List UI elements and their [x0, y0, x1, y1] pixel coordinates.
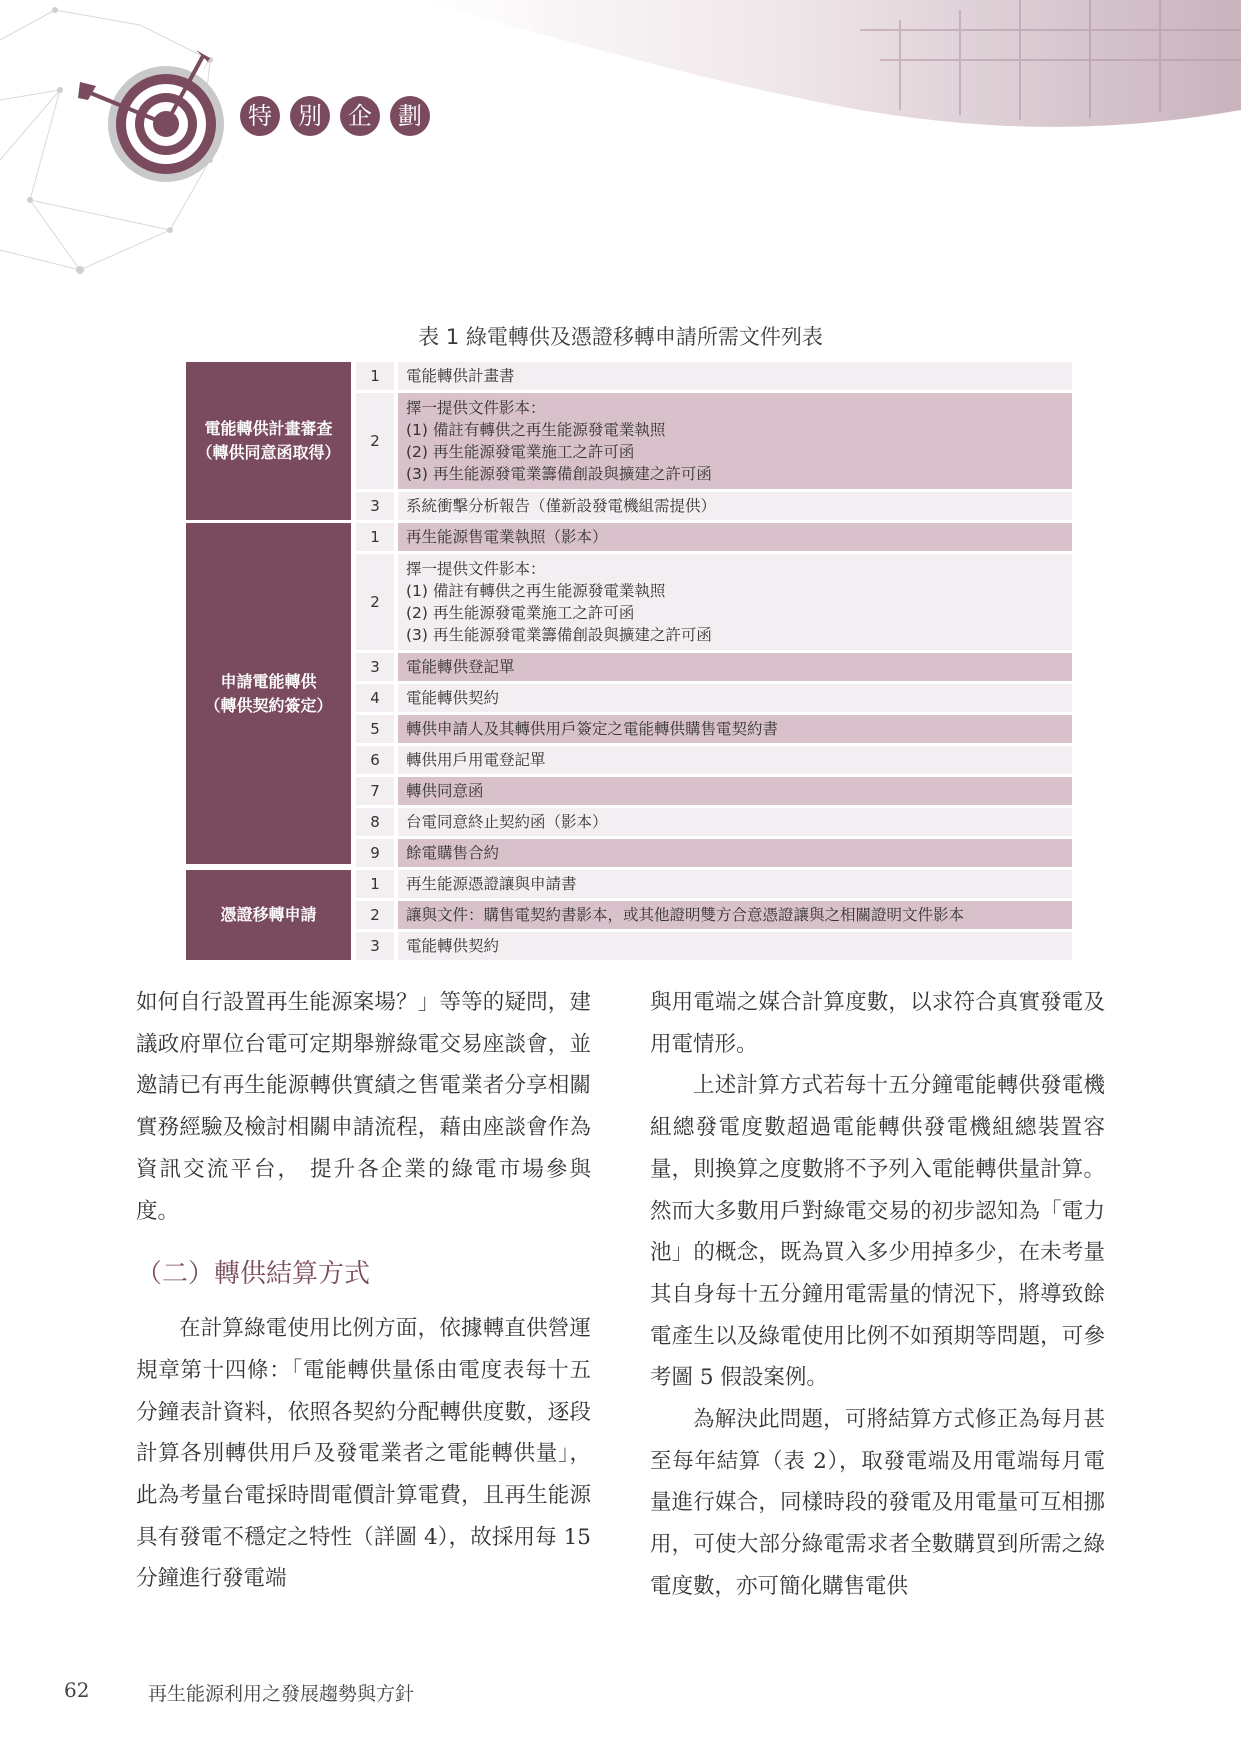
row-number: 5: [356, 715, 394, 743]
row-text: 再生能源售電業執照（影本）: [406, 528, 608, 546]
row-text: (1) 備註有轉供之再生能源發電業執照: [406, 582, 666, 600]
table-row: [356, 932, 1072, 960]
section-char: 別: [290, 96, 330, 136]
row-number: 3: [356, 492, 394, 520]
row-text: 擇一提供文件影本：: [406, 399, 546, 417]
body-column-right: [650, 982, 1105, 1608]
row-text: 再生能源憑證讓與申請書: [406, 875, 577, 893]
row-text: 電能轉供契約: [406, 689, 500, 707]
row-text: (3) 再生能源發電業籌備創設與擴建之許可函: [406, 626, 712, 644]
row-text: 電能轉供契約: [406, 937, 500, 955]
row-text: 電能轉供登記單: [406, 658, 515, 676]
page-number: 62: [64, 1678, 90, 1702]
row-number: 8: [356, 808, 394, 836]
body-paragraph: 如何自行設置再生能源案場？」等等的疑問，建議政府單位台電可定期舉辦綠電交易座談會，並邀請已有再生能源轉供實績之售電業者分享相關實務經驗及檢討相關申請流程，藉由座談會作為資訊交流平台， 提升各企業的綠電市場參與度。: [136, 990, 591, 1224]
row-text: 轉供同意函: [406, 782, 484, 800]
group-label-line: （轉供同意函取得）: [196, 443, 341, 462]
row-number: 7: [356, 777, 394, 805]
row-number: 2: [356, 554, 394, 650]
table-row: [356, 746, 1072, 774]
section-char: 企: [340, 96, 380, 136]
row-text: 台電同意終止契約函（影本）: [406, 813, 608, 831]
table-caption: 表 1 綠電轉供及憑證移轉申請所需文件列表: [418, 325, 823, 349]
target-arrow-icon: [78, 48, 228, 188]
row-number: 4: [356, 684, 394, 712]
section-char: 劃: [390, 96, 430, 136]
row-text: 轉供用戶用電登記單: [406, 751, 546, 769]
row-number: 1: [356, 362, 394, 390]
row-number: 3: [356, 653, 394, 681]
row-text: 讓與文件：購售電契約書影本，或其他證明雙方合意憑證讓與之相關證明文件影本: [406, 906, 965, 924]
table-row: [356, 808, 1072, 836]
table-row: [356, 554, 1072, 650]
row-text: 餘電購售合約: [406, 844, 500, 862]
row-number: 2: [356, 901, 394, 929]
row-text: (3) 再生能源發電業籌備創設與擴建之許可函: [406, 465, 712, 483]
table-row: [356, 393, 1072, 489]
row-text: 系統衝擊分析報告（僅新設發電機組需提供）: [406, 497, 717, 515]
body-paragraph: 為解決此問題，可將結算方式修正為每月甚至每年結算（表 2），取發電端及用電端每月電量進行媒合，同樣時段的發電及用電量可互相挪用，可使大部分綠電需求者全數購買到所需之綠電度數，亦可簡化購售電供: [650, 1407, 1105, 1599]
section-char: 特: [240, 96, 280, 136]
table-group-label: [186, 870, 351, 960]
row-number: 1: [356, 523, 394, 551]
body-paragraph: 與用電端之媒合計算度數，以求符合真實發電及用電情形。: [650, 990, 1105, 1057]
body-paragraph: 上述計算方式若每十五分鐘電能轉供發電機組總發電度數超過電能轉供發電機組總裝置容量，則換算之度數將不予列入電能轉供量計算。然而大多數用戶對綠電交易的初步認知為「電力池」的概念，既為買入多少用掉多少，在未考量其自身每十五分鐘用電需量的情況下，將導致餘電產生以及綠電使用比例不如預期等問題，可參考圖 5 假設案例。: [650, 1073, 1105, 1391]
table-row: [356, 684, 1072, 712]
row-text: (1) 備註有轉供之再生能源發電業執照: [406, 421, 666, 439]
row-number: 2: [356, 393, 394, 489]
group-label-line: 電能轉供計畫審查: [204, 419, 333, 438]
table-row: [356, 362, 1072, 390]
table-row: [356, 523, 1072, 551]
table-row: [356, 715, 1072, 743]
row-number: 1: [356, 870, 394, 898]
table-row: [356, 653, 1072, 681]
row-text: (2) 再生能源發電業施工之許可函: [406, 443, 635, 461]
row-number: 9: [356, 839, 394, 867]
section-label: [240, 96, 430, 136]
row-number: 6: [356, 746, 394, 774]
table-group-label: [186, 523, 351, 864]
row-text: 轉供申請人及其轉供用戶簽定之電能轉供購售電契約書: [406, 720, 779, 738]
table-row: [356, 839, 1072, 867]
row-text: (2) 再生能源發電業施工之許可函: [406, 604, 635, 622]
group-label-line: 憑證移轉申請: [220, 905, 317, 924]
row-number: 3: [356, 932, 394, 960]
section-heading: （二）轉供結算方式: [136, 1259, 371, 1290]
table-group-label: [186, 362, 351, 520]
table-row: [356, 901, 1072, 929]
table-row: [356, 492, 1072, 520]
table-row: [356, 870, 1072, 898]
body-column-left: [136, 982, 591, 1600]
table-row: [356, 777, 1072, 805]
body-paragraph: 在計算綠電使用比例方面，依據轉直供營運規章第十四條：「電能轉供量係由電度表每十五分鐘表計資料，依照各契約分配轉供度數，逐段計算各別轉供用戶及發電業者之電能轉供量」，此為考量台電採時間電價計算電費，且再生能源具有發電不穩定之特性（詳圖 4），故採用每 15 分鐘進行發電端: [136, 1316, 591, 1592]
row-text: 電能轉供計畫書: [406, 367, 515, 385]
group-label-line: （轉供契約簽定）: [204, 695, 333, 715]
row-text: 擇一提供文件影本：: [406, 560, 546, 578]
footer-title: 再生能源利用之發展趨勢與方針: [148, 1683, 415, 1705]
group-label-line: 申請電能轉供: [220, 671, 317, 691]
